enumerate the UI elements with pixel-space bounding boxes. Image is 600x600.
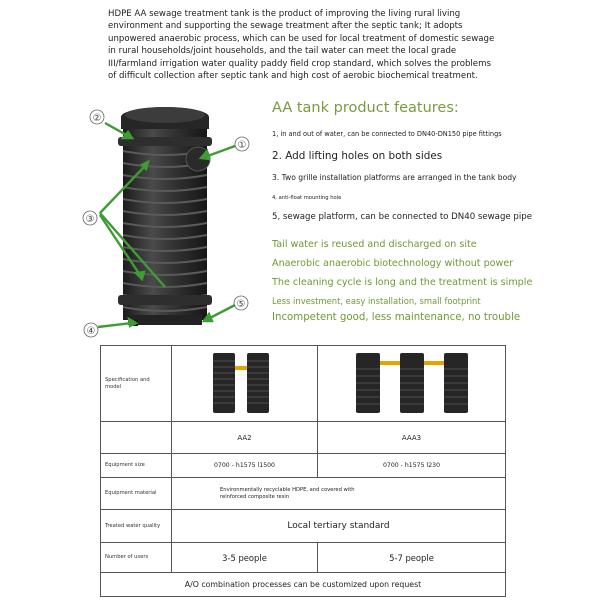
spec-table bbox=[100, 345, 505, 596]
feature-4: 4, anti-float mounting hole bbox=[272, 195, 342, 201]
size-aaa3: 0700 - h1575 l230 bbox=[318, 454, 506, 478]
benefit-3: The cleaning cycle is long and the treatment is simple bbox=[272, 277, 533, 288]
benefit-4: Less investment, easy installation, small footprint bbox=[272, 296, 481, 306]
users-label: Number of users bbox=[101, 543, 172, 573]
callout-5: ⑤ bbox=[236, 299, 246, 310]
model-aa2: AA2 bbox=[172, 422, 318, 454]
users-aa2: 3-5 people bbox=[172, 543, 318, 573]
water-value: Local tertiary standard bbox=[172, 510, 506, 543]
material-value: Environmentally recyclable HDPE, and covered with reinforced composite resin bbox=[220, 486, 355, 500]
feature-5: 5, sewage platform, can be connected to DN40 sewage pipe bbox=[272, 212, 533, 222]
aa2-image bbox=[172, 346, 318, 422]
callout-2: ② bbox=[92, 113, 102, 124]
benefit-2: Anaerobic anaerobic biotechnology without power bbox=[272, 258, 514, 269]
table-footer: A/O combination processes can be customized upon request bbox=[101, 573, 506, 597]
material-label: Equipment material bbox=[101, 478, 172, 510]
benefit-1: Tail water is reused and discharged on site bbox=[272, 239, 477, 250]
water-label: Treated water quality bbox=[101, 510, 172, 543]
tank-illustration bbox=[70, 95, 270, 340]
aaa3-tanks-image bbox=[352, 349, 472, 415]
users-aaa3: 5-7 people bbox=[318, 543, 506, 573]
callout-1: ① bbox=[237, 140, 247, 151]
size-aa2: 0700 - h1575 l1500 bbox=[172, 454, 318, 478]
feature-1: 1, in and out of water, can be connected to DN40-DN150 pipe fittings bbox=[272, 130, 502, 138]
intro-paragraph: HDPE AA sewage treatment tank is the product of improving the living rural living environment and supporting the sewage treatment after the septic tank; It adopts unpowered anaerobic process, which can be used for local treatment of domestic sewage in rural households/joint households, and the tail water can meet the local grade III/farmland irrigation water quality paddy field crop standard, which solves the problems of difficult collection after septic tank and high cost of aerobic biochemical treatment. bbox=[108, 9, 495, 82]
benefit-5: Incompetent good, less maintenance, no trouble bbox=[272, 312, 521, 323]
feature-2: 2. Add lifting holes on both sides bbox=[272, 150, 443, 162]
aa2-tanks-image bbox=[207, 349, 283, 415]
feature-3: 3. Two grille installation platforms are arranged in the tank body bbox=[272, 173, 517, 182]
aaa3-image bbox=[318, 346, 506, 422]
model-aaa3: AAA3 bbox=[318, 422, 506, 454]
callout-3: ③ bbox=[85, 214, 95, 225]
features-title: AA tank product features: bbox=[272, 100, 459, 116]
tank-body bbox=[118, 107, 212, 326]
callout-4: ④ bbox=[86, 326, 96, 337]
size-label: Equipment size bbox=[101, 454, 172, 478]
spec-label: Specification and model bbox=[101, 346, 172, 422]
